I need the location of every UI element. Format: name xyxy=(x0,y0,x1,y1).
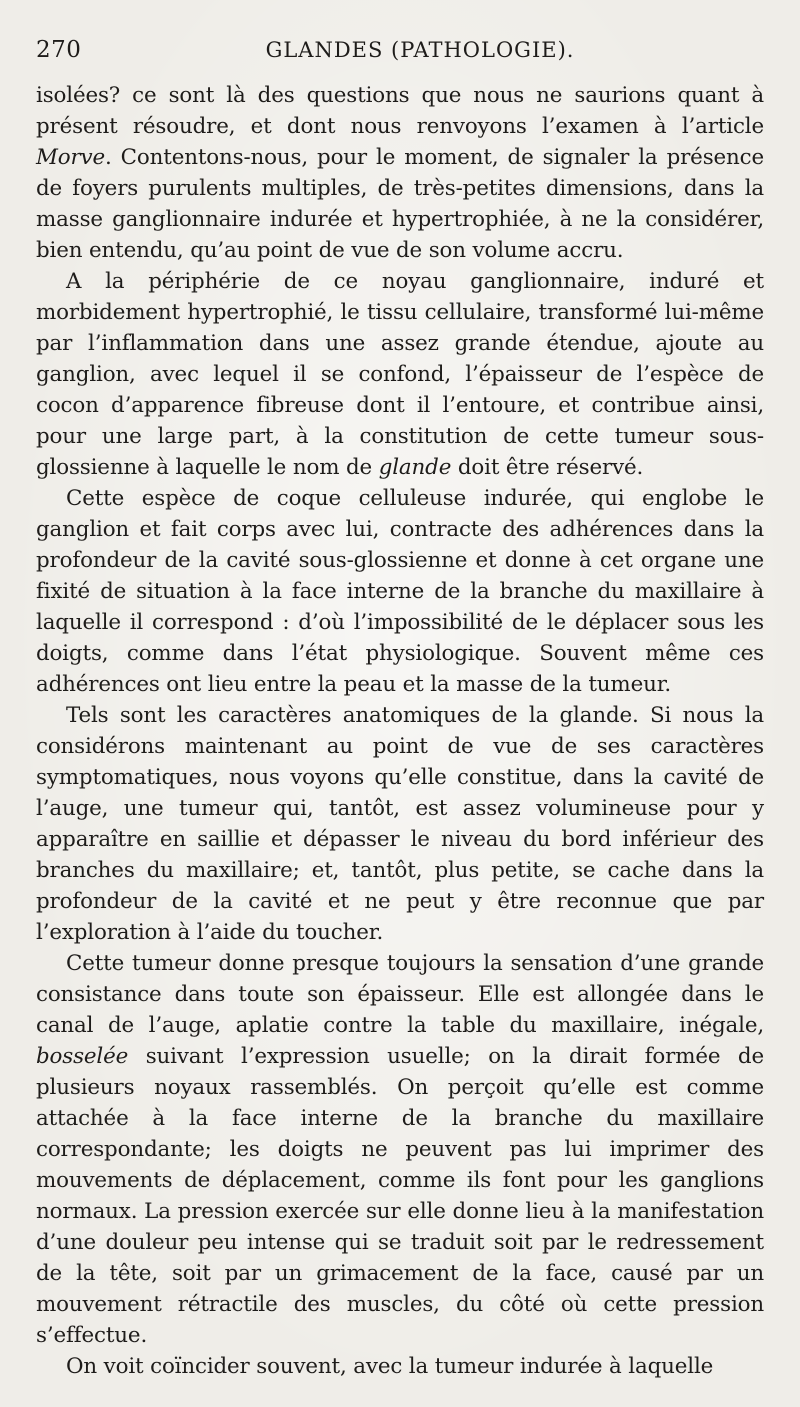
text-segment: A la périphérie de ce noyau ganglionnaire, induré et morbidement hypertrophié, le tissu cellulaire, transformé lui-même par l’inflammation dans une assez grande étendue, ajoute au ganglion, avec lequel il se confond, l’épaisseur de l’espèce de cocon d’apparence fibreuse dont il l’entoure, et contribue ainsi, pour une large part, à la constitution de cette tumeur sous-glossienne à laquelle le nom de xyxy=(36,269,764,480)
text-segment: On voit coïncider souvent, avec la tumeur indurée à laquelle xyxy=(66,1354,714,1379)
running-title: GLANDES (PATHOLOGIE). xyxy=(265,38,575,62)
italic-term: glande xyxy=(378,455,452,480)
text-segment: isolées? ce sont là des questions que nous ne saurions quant à présent résoudre, et dont nous renvoyons l’examen à l’article xyxy=(36,83,764,139)
page-number: 270 xyxy=(36,37,82,63)
paragraph xyxy=(36,1351,764,1382)
paragraph xyxy=(36,80,764,266)
text-segment: Cette espèce de coque celluleuse indurée, qui englobe le ganglion et fait corps avec lui, contracte des adhérences dans la profondeur de la cavité sous-glossienne et donne à cet organe une fixité de situation à la face interne de la branche du maxillaire à laquelle il correspond : d’où l’impossibilité de le déplacer sous les doigts, comme dans l’état physiologique. Souvent même ces adhérences ont lieu entre la peau et la masse de la tumeur. xyxy=(36,486,764,697)
paragraph xyxy=(36,483,764,700)
text-segment: doit être réservé. xyxy=(451,455,644,480)
italic-term: bosselée xyxy=(36,1044,129,1069)
text-segment: Tels sont les caractères anatomiques de la glande. Si nous la considérons maintenant au point de vue de ses caractères symptomatiques, nous voyons qu’elle constitue, dans la cavité de l’auge, une tumeur qui, tantôt, est assez volumineuse pour y apparaître en saillie et dépasser le niveau du bord inférieur des branches du maxillaire; et, tantôt, plus petite, se cache dans la profondeur de la cavité et ne peut y être reconnue que par l’exploration à l’aide du toucher. xyxy=(36,703,764,945)
body-text xyxy=(36,80,764,1382)
paragraph xyxy=(36,700,764,948)
paragraph xyxy=(36,948,764,1351)
text-segment: Cette tumeur donne presque toujours la sensation d’une grande consistance dans toute son épaisseur. Elle est allongée dans le canal de l’auge, aplatie contre la table du maxillaire, inégale, xyxy=(36,951,764,1038)
text-segment: suivant l’expression usuelle; on la dirait formée de plusieurs noyaux rassemblés. On perçoit qu’elle est comme attachée à la face interne de la branche du maxillaire correspondante; les doigts ne peuvent pas lui imprimer des mouvements de déplacement, comme ils font pour les ganglions normaux. La pression exercée sur elle donne lieu à la manifestation d’une douleur peu intense qui se traduit soit par le redressement de la tête, soit par un grimacement de la face, causé par un mouvement rétractile des muscles, du côté où cette pression s’effectue. xyxy=(36,1044,764,1348)
text-segment: . Contentons-nous, pour le moment, de signaler la présence de foyers purulents multiples, de très-petites dimensions, dans la masse ganglionnaire indurée et hypertrophiée, à ne la considérer, bien entendu, qu’au point de vue de son volume accru. xyxy=(36,145,764,263)
paragraph xyxy=(36,266,764,483)
running-head xyxy=(36,30,764,70)
italic-term: Morve xyxy=(36,145,105,170)
